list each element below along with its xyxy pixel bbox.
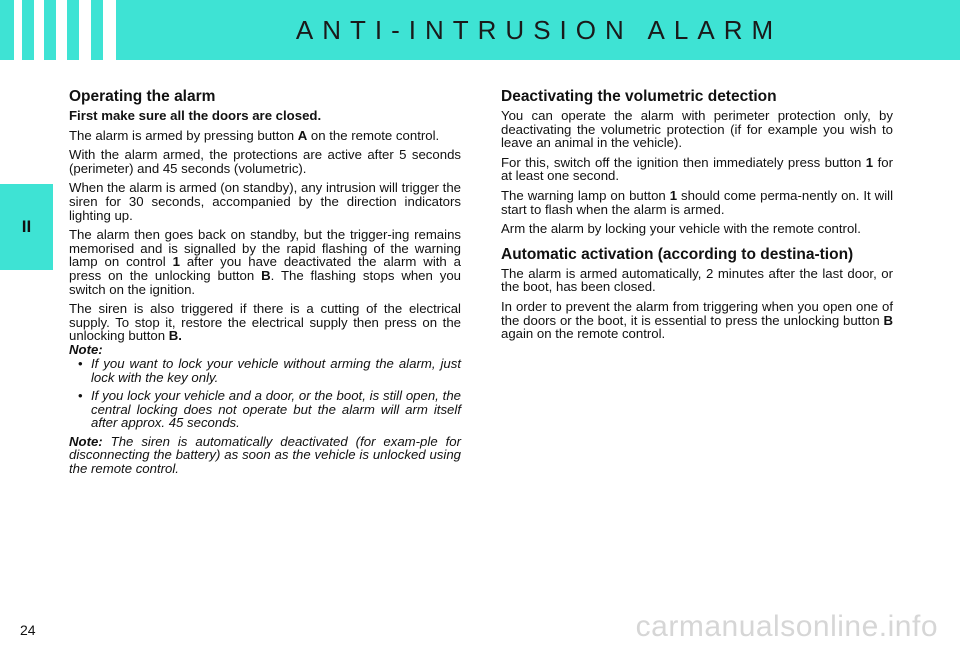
section-heading-operating: Operating the alarm bbox=[69, 88, 216, 105]
header-stripe bbox=[34, 0, 44, 60]
watermark: carmanualsonline.info bbox=[635, 610, 938, 643]
page-number: 24 bbox=[20, 622, 36, 638]
section-heading-automatic: Automatic activation (according to destina-tion) bbox=[501, 245, 854, 263]
left-column bbox=[69, 88, 461, 482]
paragraph-arm-lock: Arm the alarm by locking your vehicle with the remote control. bbox=[501, 221, 861, 237]
final-note: Note: The siren is automatically deactivated (for exam-ple for disconnecting the battery) as soon as the vehicle is unlocked using the remote control. bbox=[69, 433, 461, 477]
header-stripe bbox=[14, 0, 22, 60]
paragraph-siren-supply: The siren is also triggered if there is a cutting of the electrical supply. To stop it, restore the electrical supply then press on the unlocking button B. bbox=[69, 301, 461, 344]
section-heading-deactivating: Deactivating the volumetric detection bbox=[501, 88, 777, 105]
paragraph-protections: With the alarm armed, the protections are active after 5 seconds (perimeter) and 45 seconds (volumetric). bbox=[69, 147, 461, 176]
list-item: • If you lock your vehicle and a door, or the boot, is still open, the central locking does not operate but the alarm will arm itself after approx. 45 seconds. bbox=[69, 389, 461, 430]
paragraph-arming: The alarm is armed by pressing button A on the remote control. bbox=[69, 127, 440, 143]
paragraph-prevent-trigger: In order to prevent the alarm from triggering when you open one of the doors or the boot, it is essential to press the unlocking button B again on the remote control. bbox=[501, 298, 893, 342]
paragraph-standby: The alarm then goes back on standby, but the trigger-ing remains memorised and is signalled by the rapid flashing of the warning lamp on control 1 after you have deactivated the alarm with a press on the unlocking button B. The flashing stops when you switch on the ignition. bbox=[69, 227, 462, 297]
header-stripe bbox=[103, 0, 116, 60]
chapter-tab-label: II bbox=[21, 217, 32, 236]
paragraph-perimeter-only: You can operate the alarm with perimeter protection only, by deactivating the volumetric protection (if for example you wish to leave an animal in the vehicle). bbox=[501, 108, 893, 151]
paragraph-intrusion: When the alarm is armed (on standby), any intrusion will trigger the siren for 30 seconds, accompanied by the direction indicators lighting up. bbox=[69, 180, 461, 223]
notes-list bbox=[69, 357, 461, 430]
bold-instruction: First make sure all the doors are closed. bbox=[69, 108, 322, 123]
header-stripe bbox=[56, 0, 67, 60]
paragraph-press-button: For this, switch off the ignition then immediately press button 1 for at least one second. bbox=[501, 154, 893, 184]
chapter-tab bbox=[0, 184, 53, 270]
header-stripe bbox=[79, 0, 91, 60]
right-column bbox=[501, 88, 893, 347]
note-label: Note: bbox=[69, 341, 103, 357]
paragraph-warning-lamp: The warning lamp on button 1 should come perma-nently on. It will start to flash when the alarm is armed. bbox=[501, 187, 893, 217]
page-header bbox=[0, 0, 960, 60]
paragraph-auto-armed: The alarm is armed automatically, 2 minutes after the last door, or the boot, has been closed. bbox=[501, 265, 893, 295]
page-title: ANTI-INTRUSION ALARM bbox=[295, 15, 783, 45]
list-item: • If you want to lock your vehicle without arming the alarm, just lock with the key only. bbox=[69, 357, 461, 384]
